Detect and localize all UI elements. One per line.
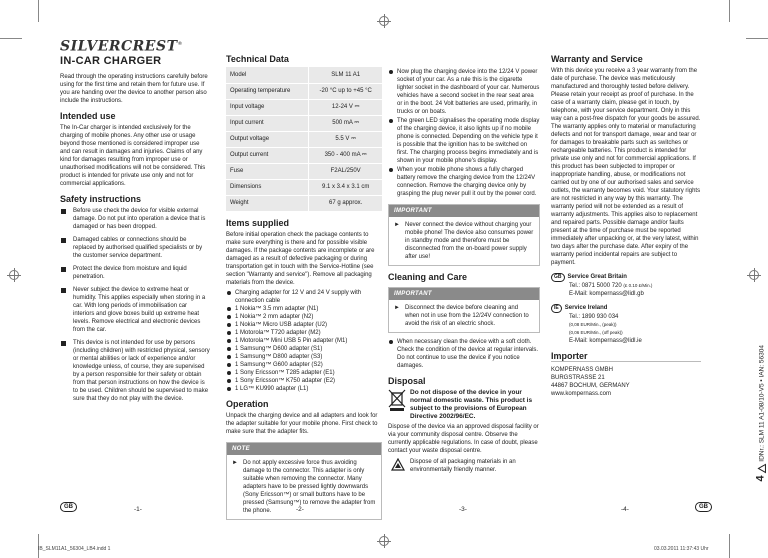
table-row: Output current 350 - 400 mA ⎓ — [226, 147, 382, 163]
list-item: Protect the device from moisture and liquid penetration. — [60, 265, 210, 281]
list-item: When necessary clean the device with a soft cloth. Check the condition of the device at regular intervals. Do not continue to use the device if you notice damages. — [388, 338, 540, 370]
list-item: 1 Sony Ericsson™ T285 adapter (E1) — [226, 369, 382, 377]
list-item: 1 Nokia™ 2 mm adapter (N2) — [226, 313, 382, 321]
importer-heading: Importer — [551, 352, 701, 362]
arrow-icon: ► — [394, 222, 400, 228]
recycle-icon — [390, 458, 406, 472]
list-item: Never subject the device to extreme heat or humidity. This applies especially when storing in a car. With long periods of immobilisation car interiors and glove boxes build up extreme heat levels. Remove electrical and electronic devices from the car. — [60, 286, 210, 334]
table-row: Output voltage 5.5 V ⎓ — [226, 131, 382, 147]
list-item: 1 Motorola™ T720 adapter (M2) — [226, 329, 382, 337]
page-number: -1- — [134, 506, 142, 513]
list-item: 1 LG™ KU990 adapter (L1) — [226, 385, 382, 393]
registration-mark-icon — [379, 536, 389, 546]
crossed-bin-icon — [388, 389, 406, 411]
service-gb-tel: Tel.: 0871 5000 720 — [569, 283, 622, 289]
registration-mark-icon — [9, 270, 19, 280]
table-row: Fuse F2AL/250V — [226, 163, 382, 179]
column-2 — [226, 55, 382, 525]
list-item: The green LED signalises the operating mode display of the charging device, it also lights up if no mobile phone is connected. Depending on the vehicle type it is possible that the ignition has to be switched on first. The charging process begins immediately and is shown in your mobile phone's display. — [388, 117, 540, 165]
crop-mark — [746, 38, 768, 39]
items-list — [226, 289, 382, 393]
intended-use-heading: Intended use — [60, 110, 116, 121]
table-row: Input voltage 12-24 V ⎓ — [226, 99, 382, 115]
service-gb-name: Service Great Britain — [567, 274, 627, 280]
list-item: Now plug the charging device into the 12/24 V power socket of your car. As a rule this is the cigarette lighter socket in the dashboard of your car. Numerous vehicles have a second socket in the rear seat area or in the boot. 24 Volt batteries are used, primarily, in trucks or on boats. — [388, 68, 540, 116]
crop-mark — [729, 534, 730, 558]
list-item: Before use check the device for visible external damage. Do not put into operation a device that is damaged or has been dropped. — [60, 207, 210, 231]
items-supplied-text: Before initial operation check the package contents to make sure everything is there and for possible visible damages. If the package contents are incomplete or are damaged as a result of defective packaging or during transportation get in touch with the Service-Hotline (see section "Warranty and service"). Remove all packaging materials from the device. — [226, 231, 375, 286]
arrow-icon: ► — [394, 305, 400, 311]
crop-mark — [0, 38, 22, 39]
safety-heading: Safety instructions — [60, 193, 142, 204]
page-number: -4- — [621, 506, 629, 513]
service-ie-email: E-Mail: kompernass@lidl.ie — [569, 338, 642, 344]
brand-logo: SILVERCREST® — [60, 38, 183, 55]
list-item: Charging adapter for 12 V and 24 V supply with connection cable — [226, 289, 382, 305]
list-item: Damaged cables or connections should be replaced by authorised qualified specialists or by the customer service department. — [60, 236, 210, 260]
intro-text: Read through the operating instructions carefully before using for the first time and retain them for future use. If you are handing over the device to another person also include the instructions. — [60, 73, 208, 104]
note-text: Do not apply excessive force thus avoiding damage to the connector. This adapter is only suitable when removing the connector. Many adapters have to be pressed lightly downwards (Sony Ericsson™) or small buttons have to be pressed (Samsung™) to remove the adapter from the phone. — [243, 459, 376, 514]
items-supplied-heading: Items supplied — [226, 217, 290, 228]
packaging-text: Dispose of all packaging materials in an environmentally friendly manner. — [410, 459, 516, 473]
list-item: 1 Samsung™ G600 adapter (S2) — [226, 361, 382, 369]
important-box — [388, 204, 540, 266]
language-badge: GB — [695, 502, 712, 512]
service-gb: GB Service Great Britain Tel.: 0871 5000 720 (£ 0.10 £/Min.) E-Mail: kompernass@lidl.gb — [551, 273, 701, 298]
list-item: 1 Nokia™ 3.5 mm adapter (N1) — [226, 305, 382, 313]
sidebar-id: 4 IDNr.: SLM 11 A1-08/10-V5 • IAN: 56304 — [754, 345, 766, 482]
service-ie: IE Service Ireland Tel.: 1890 930 034 (0,08 EUR/Min., (peak)) (0,06 EUR/Min., (off peak)) E-Mail: kompernass@lidl.ie — [551, 304, 701, 345]
note-box — [226, 442, 382, 520]
registration-mark-icon — [379, 16, 389, 26]
list-item: 1 Nokia™ Micro USB adapter (U2) — [226, 321, 382, 329]
registration-mark-icon — [749, 270, 759, 280]
disposal-heading: Disposal — [388, 376, 426, 386]
language-badge: GB — [60, 502, 77, 512]
triangle-icon — [757, 464, 766, 474]
importer-line: 44867 BOCHUM, GERMANY — [551, 383, 630, 389]
warranty-text: With this device you receive a 3 year warranty from the date of purchase. The device was meticulously manufactured and thoroughly tested before delivery. Please retain your receipt as proof of purchase. In the case of a warranty claim, please get in touch, by telephone, with your service department. Only in this way can a post-free dispatch for your goods be assured. The warranty applies only to material or manufacturing defects and not for transport damage, wear and tear or for damages to breakable parts such as switches or rechargeable batteries. This product is intended for private use only and not for commercial applications. If this product has been subjected to improper or inappropriate handling, abuse, or modifications not carried out by one of our authorised sales and service outlets, the warranty becomes void. Your statutory rights are not restricted in any way by this warranty. The warranty period will not be extended as a result of warranty adjustments. This applies also to replacement and repaired parts. Possible damage and/or faults present at the time of purchase must be reported immediately after unpacking or, at the very latest, within two days after the purchase date. After expiry of the warranty period incidental repairs are subject to payment. — [551, 68, 701, 266]
disposal-text: Dispose of the device via an approved disposal facility or via your community disposal centre. Observe the currently applicable regulations. In case of doubt, please contact your waste disposal centre. — [388, 424, 539, 454]
table-row: Model SLM 11 A1 — [226, 67, 382, 83]
service-ie-tel: Tel.: 1890 930 034 — [569, 314, 619, 320]
warranty-heading: Warranty and Service — [551, 54, 643, 64]
list-item: 1 Motorola™ Mini USB 5 Pin adapter (M1) — [226, 337, 382, 345]
arrow-icon: ► — [232, 459, 238, 466]
table-row: Weight 67 g approx. — [226, 195, 382, 211]
importer-line: BURGSTRASSE 21 — [551, 375, 605, 381]
list-item: When your mobile phone shows a fully charged battery remove the charging device from the 12/24V connection. Remove the charging device only by grasping the plug never pull it out by the power cord. — [388, 166, 540, 198]
safety-list — [60, 207, 210, 403]
important-label: IMPORTANT — [389, 288, 539, 300]
list-item: This device is not intended for use by persons (including children) with restricted physical, sensory or mental abilities or lack of experience and/or knowledge unless, of course, they are supervised by a person responsible for their safety or obtain from that person instructions on how the device is to be used. Children should be supervised to make sure that they do not play with the device. — [60, 339, 210, 403]
cleaning-important-box — [388, 287, 540, 333]
table-row: Dimensions 9.1 x 3.4 x 3.1 cm — [226, 179, 382, 195]
crop-mark — [38, 0, 39, 22]
print-slug-left: IB_SLM11A1_56304_LB4.indd 1 — [38, 546, 111, 552]
important-text: Never connect the device without charging your mobile phone! The device also consumes power in standby mode and therefore must be disconnected from the on-board power supply after use! — [405, 222, 534, 260]
operation-heading: Operation — [226, 398, 269, 409]
page-number: -2- — [296, 506, 304, 513]
intended-use-text: The In-Car charger is intended exclusively for the charging of mobile phones. Any other use or usage beyond those mentioned is considered improper use and can result in damages and injuries. Claims of any kind for damages resulting from improper use or unauthorised modifications will not be considered. This product is intended for private use only and not for commercial applications. — [60, 124, 206, 187]
gb-badge: GB — [551, 273, 565, 282]
tech-heading: Technical Data — [226, 54, 289, 64]
page-title: IN-CAR CHARGER — [60, 54, 162, 67]
important-label: IMPORTANT — [389, 205, 539, 217]
column-3 — [388, 68, 540, 476]
tech-table — [226, 67, 382, 212]
list-item: 1 Samsung™ D600 adapter (S1) — [226, 345, 382, 353]
table-row: Input current 500 mA ⎓ — [226, 115, 382, 131]
operation-steps — [388, 68, 540, 198]
table-row: Operating temperature -20 °C up to +45 °C — [226, 83, 382, 99]
print-slug-right: 03.03.2011 11:37:43 Uhr — [654, 546, 709, 552]
ie-badge: IE — [551, 304, 562, 313]
disposal-bold-text: Do not dispose of the device in your normal domestic waste. This product is subject to the provisions of European Directive 2002/96/EC. — [410, 389, 533, 420]
list-item: 1 Samsung™ D800 adapter (S3) — [226, 353, 382, 361]
column-1 — [60, 40, 210, 408]
column-4 — [551, 55, 701, 398]
importer-line: KOMPERNASS GMBH — [551, 367, 614, 373]
cleaning-heading: Cleaning and Care — [388, 272, 468, 282]
service-gb-email: E-Mail: kompernass@lidl.gb — [569, 291, 644, 297]
cleaning-important-text: Disconnect the device before cleaning and when not in use from the 12/24V connection to avoid the risk of an electric shock. — [405, 305, 529, 327]
operation-text: Unpack the charging device and all adapters and look for the adapter suitable for your mobile phone. First check to make sure that the adapter fits. — [226, 412, 378, 435]
list-item: 1 Sony Ericsson™ K750 adapter (E2) — [226, 377, 382, 385]
note-label: NOTE — [227, 443, 381, 455]
importer-line: www.kompernass.com — [551, 391, 612, 397]
crop-mark — [729, 0, 730, 22]
service-ie-name: Service Ireland — [564, 305, 608, 311]
cleaning-steps — [388, 338, 540, 370]
page-number: -3- — [459, 506, 467, 513]
